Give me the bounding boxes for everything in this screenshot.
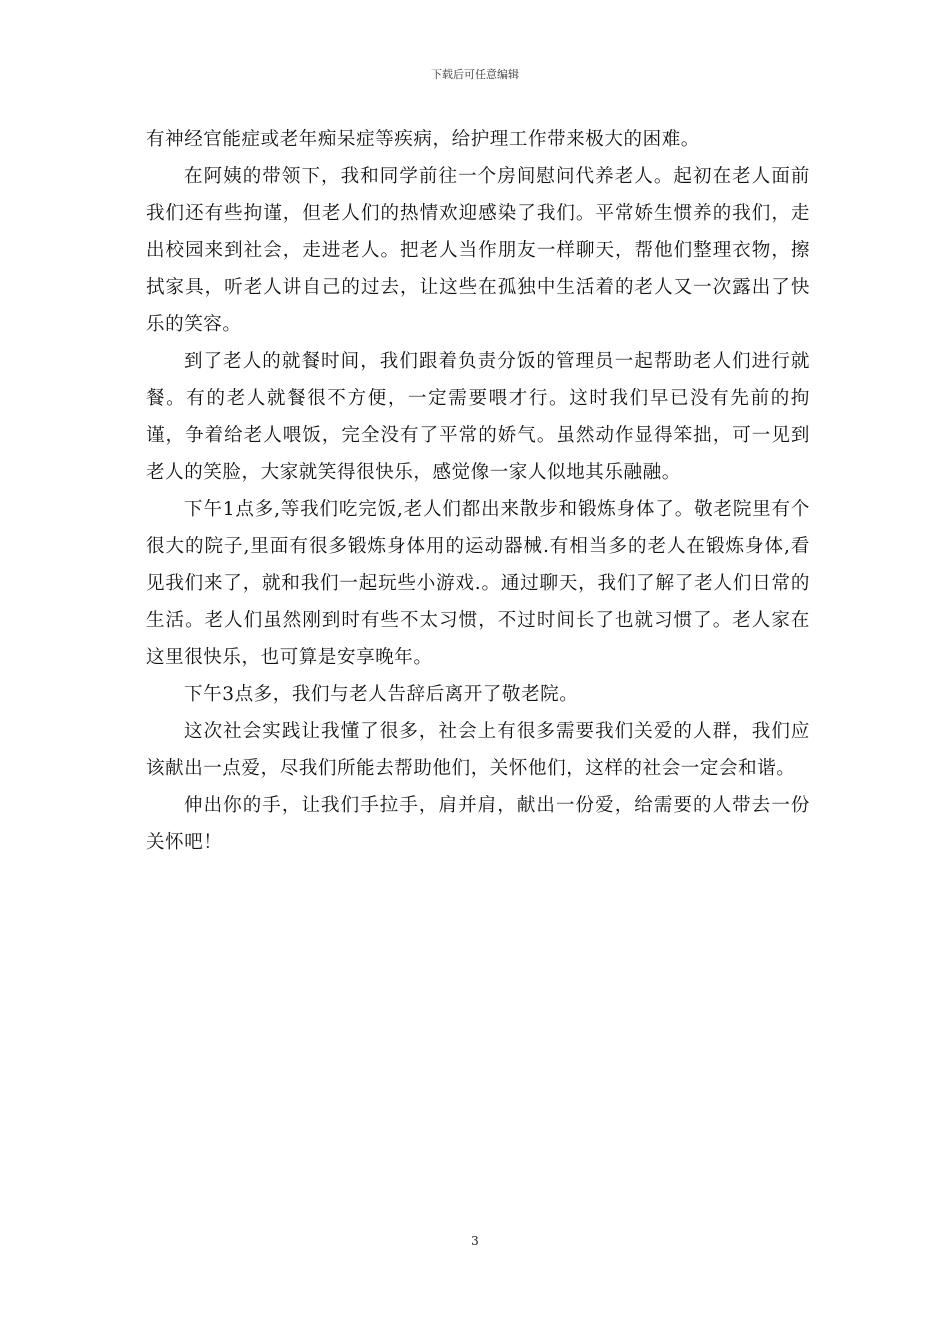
paragraph-afternoon-exercise: 下午1点多,等我们吃完饭,老人们都出来散步和锻炼身体了。敬老院里有个很大的院子,里面有很多锻炼身体用的运动器械.有相当多的老人在锻炼身体,看见我们来了，就和我们一起玩些小游戏.。通过聊天，我们了解了老人们日常的生活。老人们虽然刚到时有些不太习惯，不过时间长了也就习惯了。老人家在这里很快乐，也可算是安享晚年。	[146, 499, 810, 668]
paragraph-closing: 伸出你的手，让我们手拉手，肩并肩，献出一份爱，给需要的人带去一份关怀吧！	[146, 795, 810, 853]
document-body	[146, 121, 810, 861]
paragraph-mealtime: 到了老人的就餐时间，我们跟着负责分饭的管理员一起帮助老人们进行就餐。有的老人就餐很不方便，一定需要喂才行。这时我们早已没有先前的拘谨，争着给老人喂饭，完全没有了平常的娇气。虽然动作显得笨拙，可一见到老人的笑脸，大家就笑得很快乐，感觉像一家人似地其乐融融。	[146, 351, 810, 483]
paragraph-departure: 下午3点多，我们与老人告辞后离开了敬老院。	[184, 684, 579, 705]
page-header: 下载后可任意编辑	[431, 68, 519, 81]
page-number: 3	[471, 1234, 479, 1248]
paragraph-continuation: 有神经官能症或老年痴呆症等疾病，给护理工作带来极大的困难。	[146, 129, 700, 150]
paragraph-reflection: 这次社会实践让我懂了很多，社会上有很多需要我们关爱的人群，我们应该献出一点爱，尽我们所能去帮助他们，关怀他们，这样的社会一定会和谐。	[146, 721, 810, 779]
paragraph-visit-room: 在阿姨的带领下，我和同学前往一个房间慰问代养老人。起初在老人面前我们还有些拘谨，但老人们的热情欢迎感染了我们。平常娇生惯养的我们，走出校园来到社会，走进老人。把老人当作朋友一样聊天，帮他们整理衣物，擦拭家具，听老人讲自己的过去，让这些在孤独中生活着的老人又一次露出了快乐的笑容。	[146, 166, 810, 335]
